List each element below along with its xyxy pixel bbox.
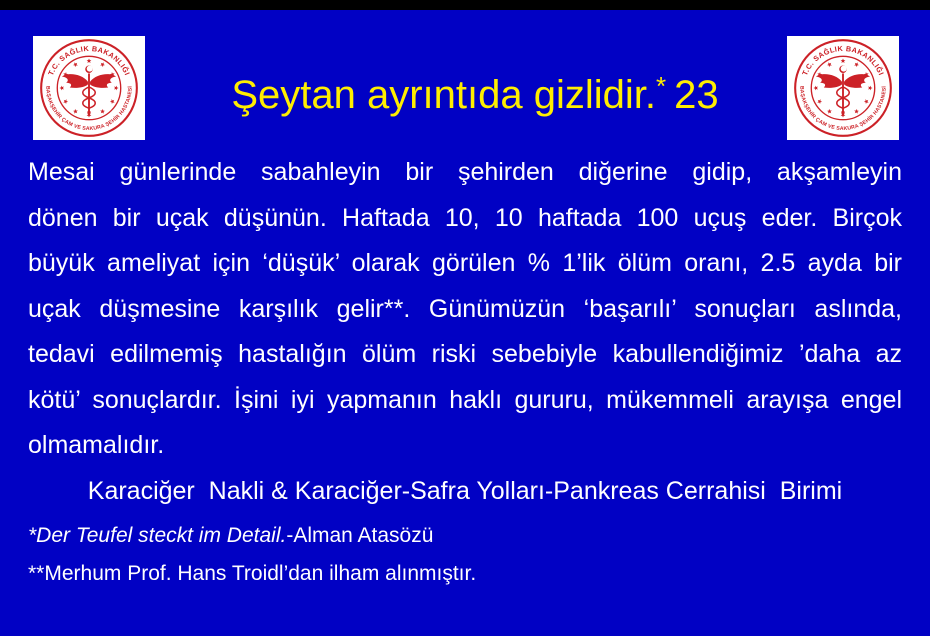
seal-bottom-text: BAŞAKŞEHİR ÇAM VE SAKURA ŞEHİR HASTANESİ (798, 85, 888, 133)
slide-title (155, 58, 795, 123)
top-black-bar (0, 0, 930, 10)
body-line: Mesai günlerinde sabahleyin bir şehirden diğerine gidip, akşamleyin (28, 158, 902, 186)
body-line: uçak düşmesine karşılık gelir**. Günümüzün ‘başarılı’ sonuçları aslında, (28, 294, 902, 323)
body-line: dönen bir uçak düşünün. Haftada 10, 10 haftada 100 uçuş eder. Birçok (28, 203, 902, 232)
footnote-german-proverb (28, 524, 902, 548)
hospital-seal-icon (787, 36, 899, 140)
body-line: tedavi edilmemiş hastalığın ölüm riski sebebiyle kabullendiğimiz ’daha az (28, 340, 902, 368)
body-paragraph (28, 150, 902, 469)
department-line: Karaciğer Nakli & Karaciğer-Safra Yolları-Pankreas Cerrahisi Birimi (87, 477, 843, 505)
footnote-attribution: **Merhum Prof. Hans Troidl’dan ilham alınmıştır. (28, 562, 477, 585)
seal-top-text: T.C. SAĞLIK BAKANLIĞI (46, 43, 132, 77)
footnote-german-italic: *Der Teufel steckt im Detail. (28, 524, 287, 547)
title-footnote-marker: * (656, 71, 667, 101)
seal-bottom-text: BAŞAKŞEHİR ÇAM VE SAKURA ŞEHİR HASTANESİ (44, 85, 134, 133)
body-line: olmamalıdır. (28, 431, 165, 459)
slide-title-text: Şeytan ayrıntıda gizlidir. (231, 73, 657, 117)
hospital-seal-icon (33, 36, 145, 140)
body-line: kötü’ sonuçlardır. İşini iyi yapmanın haklı gururu, mükemmeli arayışa engel (28, 385, 902, 414)
ministry-of-health-logo-right (787, 36, 899, 140)
footnote-german-source: -Alman Atasözü (286, 524, 434, 547)
ministry-of-health-logo-left (33, 36, 145, 140)
seal-top-text: T.C. SAĞLIK BAKANLIĞI (800, 43, 886, 77)
body-line: büyük ameliyat için ‘düşük’ olarak görülen % 1’lik ölüm oranı, 2.5 ayda bir (28, 249, 902, 277)
slide-number: 23 (674, 73, 719, 117)
